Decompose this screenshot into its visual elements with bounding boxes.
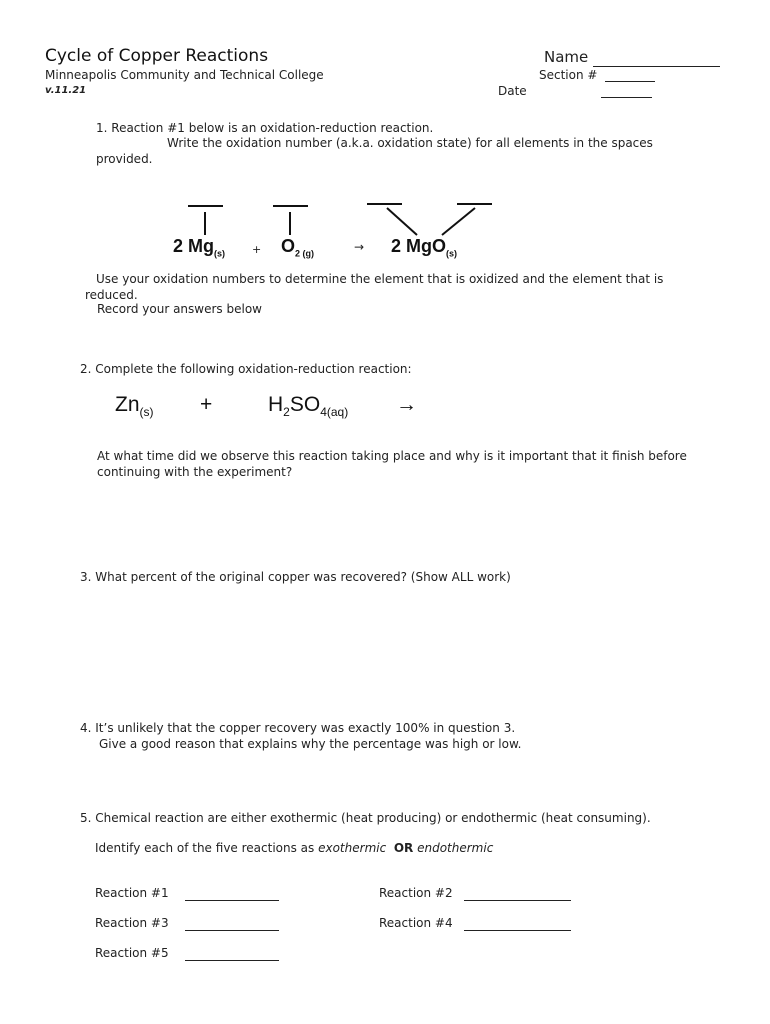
q2-text1: At what time did we observe this reaction taking place and why is it important that it finish before	[97, 449, 687, 463]
q1-line3: provided.	[96, 152, 153, 166]
name-label: Name	[544, 48, 589, 66]
reaction2-answer[interactable]	[464, 900, 571, 901]
q4-line1: 4. It’s unlikely that the copper recovery was exactly 100% in question 3.	[80, 721, 516, 735]
q5-line1: 5. Chemical reaction are either exothermic (heat producing) or endothermic (heat consuming).	[80, 811, 651, 825]
reaction5-label: Reaction #5	[95, 946, 169, 960]
pointer-mgo-o	[442, 208, 475, 235]
mgo-product: 2 MgO	[391, 236, 447, 256]
q1-line2: Write the oxidation number (a.k.a. oxidation state) for all elements in the spaces	[167, 136, 653, 150]
date-field[interactable]	[601, 97, 652, 98]
reaction1-answer[interactable]	[185, 900, 279, 901]
reaction4-label: Reaction #4	[379, 916, 453, 930]
pointer-mgo-mg	[387, 208, 417, 235]
q2-line1: 2. Complete the following oxidation-reduction reaction:	[80, 362, 412, 376]
reaction1-equation	[173, 236, 225, 259]
zn-state: (s)	[139, 405, 154, 420]
version-label: v.11.21	[45, 85, 87, 96]
mgo-product-group	[391, 236, 457, 259]
reaction5-answer[interactable]	[185, 960, 279, 961]
reaction2-label: Reaction #2	[379, 886, 453, 900]
q1-after2: reduced.	[85, 288, 138, 302]
identify-text: Identify each of the five reactions as	[95, 841, 315, 855]
zn-reactant: Zn	[115, 393, 140, 416]
name-field[interactable]	[593, 66, 720, 67]
mgo-state: (s)	[446, 248, 458, 259]
section-label: Section #	[539, 68, 598, 82]
q1-after1: Use your oxidation numbers to determine the element that is oxidized and the element that is	[96, 272, 664, 286]
q3-line1: 3. What percent of the original copper was recovered? (Show ALL work)	[80, 570, 511, 584]
reaction1-label: Reaction #1	[95, 886, 169, 900]
q1-after3: Record your answers below	[97, 302, 262, 316]
o-reactant: O	[281, 236, 296, 256]
so-subscript: 4(aq)	[320, 405, 349, 420]
q5-identify	[95, 841, 493, 855]
h-subscript: 2	[283, 405, 290, 420]
or-term: OR	[393, 841, 414, 855]
mg-reactant: 2 Mg	[173, 236, 215, 256]
q1-line1: 1. Reaction #1 below is an oxidation-reduction reaction.	[96, 121, 434, 135]
worksheet-title: Cycle of Copper Reactions	[45, 46, 269, 66]
zn-reactant-group	[115, 393, 154, 419]
reaction1-arrow: →	[354, 240, 365, 254]
exothermic-term: exothermic	[318, 841, 387, 855]
h2so4-reactant	[268, 393, 348, 419]
reaction2-arrow: →	[396, 393, 417, 416]
o2-reactant-group	[281, 236, 314, 259]
reaction3-answer[interactable]	[185, 930, 279, 931]
endothermic-term: endothermic	[417, 841, 494, 855]
reaction1-plus: +	[252, 243, 262, 256]
section-field[interactable]	[605, 81, 655, 82]
mg-state: (s)	[214, 248, 226, 259]
reaction2-plus: +	[200, 393, 213, 416]
so-symbol: SO	[289, 393, 321, 416]
date-label: Date	[498, 84, 527, 98]
o-state: 2 (g)	[295, 248, 315, 259]
q2-text2: continuing with the experiment?	[97, 465, 293, 479]
reaction3-label: Reaction #3	[95, 916, 169, 930]
college-name: Minneapolis Community and Technical College	[45, 68, 324, 82]
reaction4-answer[interactable]	[464, 930, 571, 931]
q4-line2: Give a good reason that explains why the percentage was high or low.	[99, 737, 522, 751]
h-symbol: H	[268, 393, 284, 416]
